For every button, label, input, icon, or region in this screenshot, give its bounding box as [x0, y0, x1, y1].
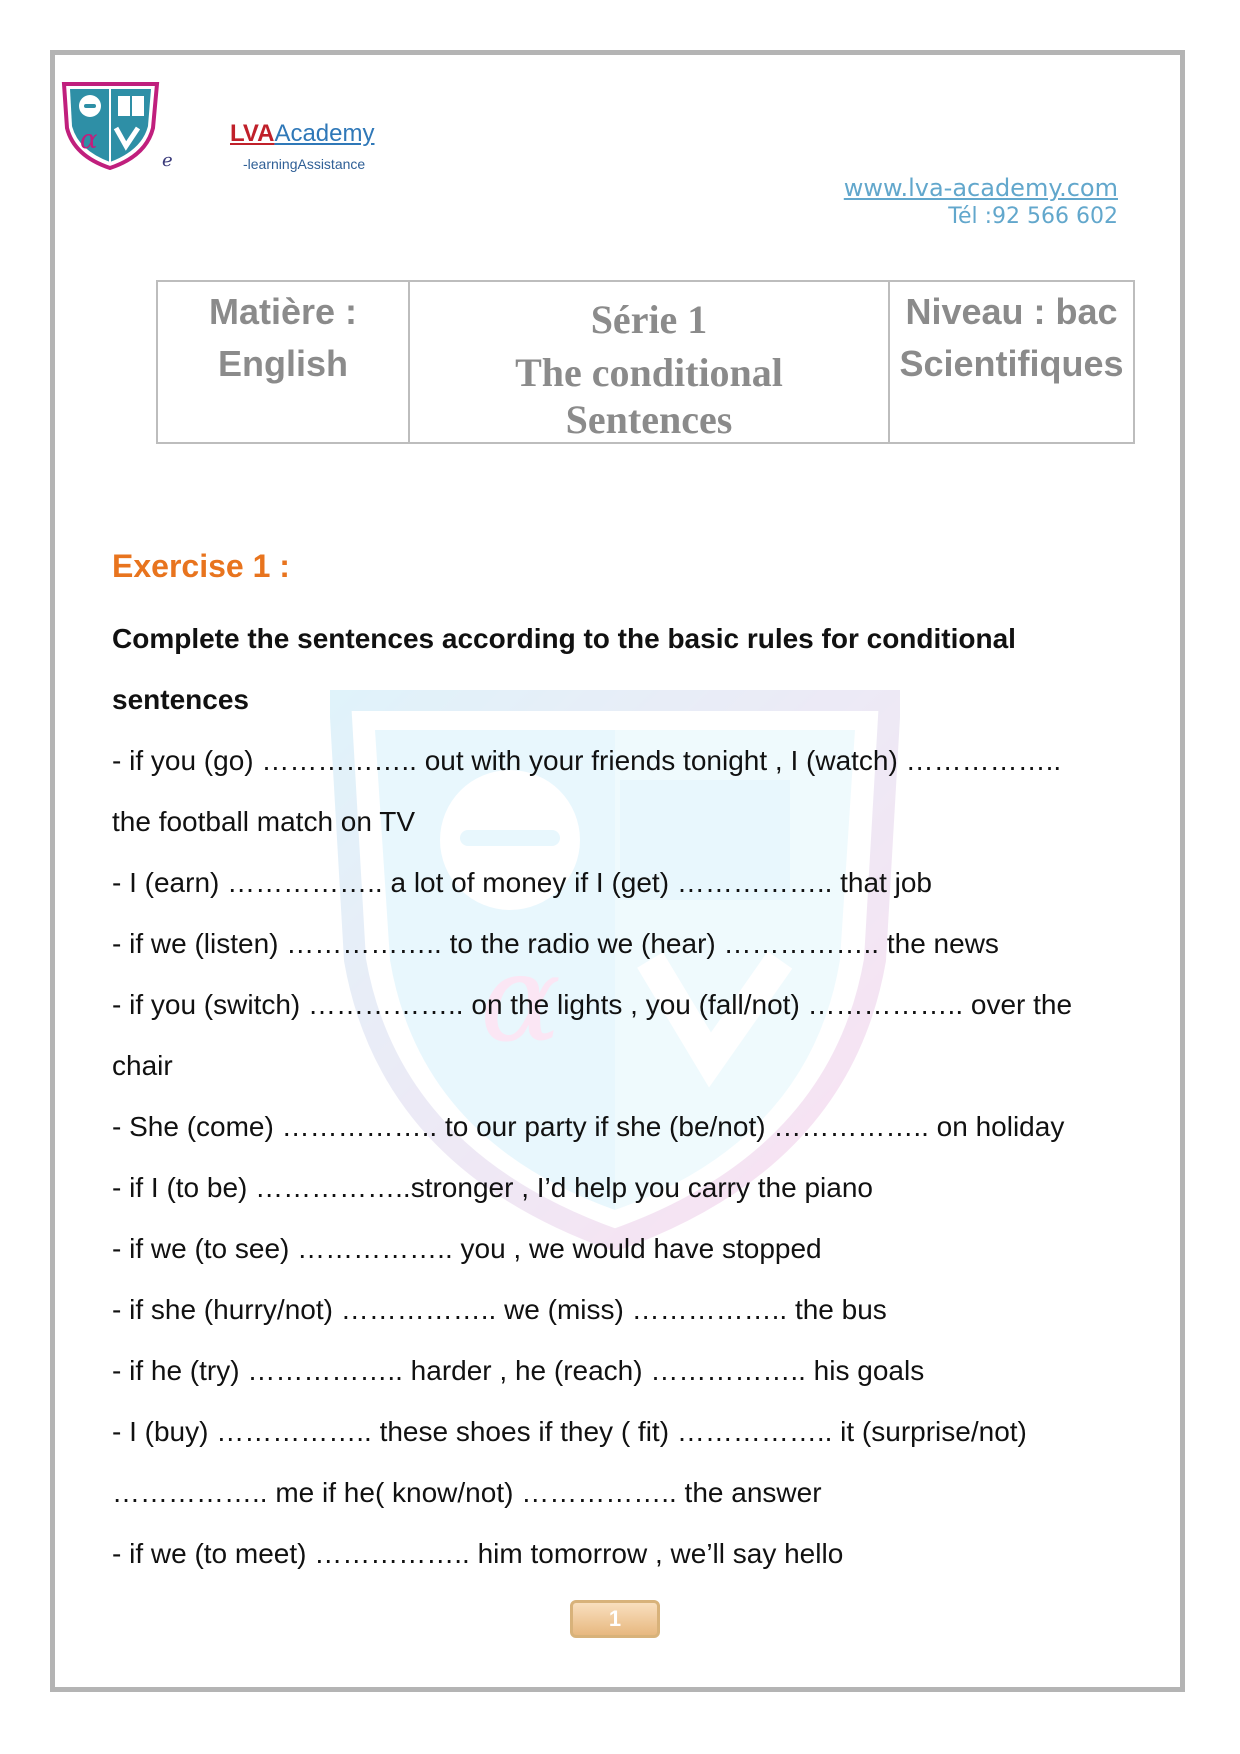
exercise-title: Exercise 1 : [112, 548, 290, 584]
series-topic-line2: Sentences [565, 397, 733, 442]
svg-text:α: α [480, 930, 562, 1069]
series-topic-line1: The conditional [515, 350, 783, 395]
website-link[interactable]: www.lva-academy.com [843, 174, 1118, 202]
brand-name [230, 120, 374, 148]
brand-academy: Academy [274, 120, 375, 147]
exercise-instruction: Complete the sentences according to the basic rules for conditional sentences [112, 623, 1016, 715]
level-label: Niveau : bac [905, 291, 1118, 332]
exercise-content [112, 608, 1122, 1584]
level-cell [889, 281, 1134, 443]
exercise-line: - if he (try) …………….. harder , he (reach) …………….. his goals [112, 1355, 925, 1386]
exercise-line: - I (earn) …………….. a lot of money if I (get) …………….. that job [112, 867, 932, 898]
lva-academy-logo [58, 80, 163, 170]
exercise-line: - if I (to be) ……………..stronger , I’d help you carry the piano [112, 1172, 873, 1203]
logo-e-letter: e [162, 150, 173, 171]
exercise-line: - I (buy) …………….. these shoes if they ( fit) …………….. it (surprise/not) [112, 1416, 1027, 1447]
exercise-line: - She (come) …………….. to our party if she (be/not) …………….. on holiday [112, 1111, 1065, 1142]
subject-label: Matière : [208, 291, 358, 332]
info-table [156, 280, 1135, 444]
series-cell [409, 281, 889, 443]
phone-number: Tél :92 566 602 [948, 204, 1118, 229]
exercise-line: …………….. me if he( know/not) …………….. the answer [112, 1477, 822, 1508]
exercise-line: - if you (go) …………….. out with your friends tonight , I (watch) …………….. [112, 745, 1062, 776]
subject-cell [157, 281, 409, 443]
exercise-line: - if we (to meet) …………….. him tomorrow , we’ll say hello [112, 1538, 844, 1569]
exercise-line: - if we (listen) …………….. to the radio we (hear) …………….. the news [112, 928, 999, 959]
brand-tagline: -learningAssistance [243, 156, 366, 172]
level-value: Scientifiques [899, 343, 1124, 384]
page-number: 1 [570, 1600, 660, 1638]
brand-lva: LVA [230, 120, 275, 147]
exercise-line: chair [112, 1050, 173, 1081]
exercise-line: - if we (to see) …………….. you , we would have stopped [112, 1233, 822, 1264]
subject-value: English [217, 343, 348, 384]
exercise-line: the football match on TV [112, 806, 415, 837]
svg-text:α: α [80, 125, 98, 155]
exercise-line: - if she (hurry/not) …………….. we (miss) …………….. the bus [112, 1294, 887, 1325]
exercise-line: - if you (switch) …………….. on the lights , you (fall/not) …………….. over the [112, 989, 1073, 1020]
series-number: Série 1 [590, 297, 708, 342]
